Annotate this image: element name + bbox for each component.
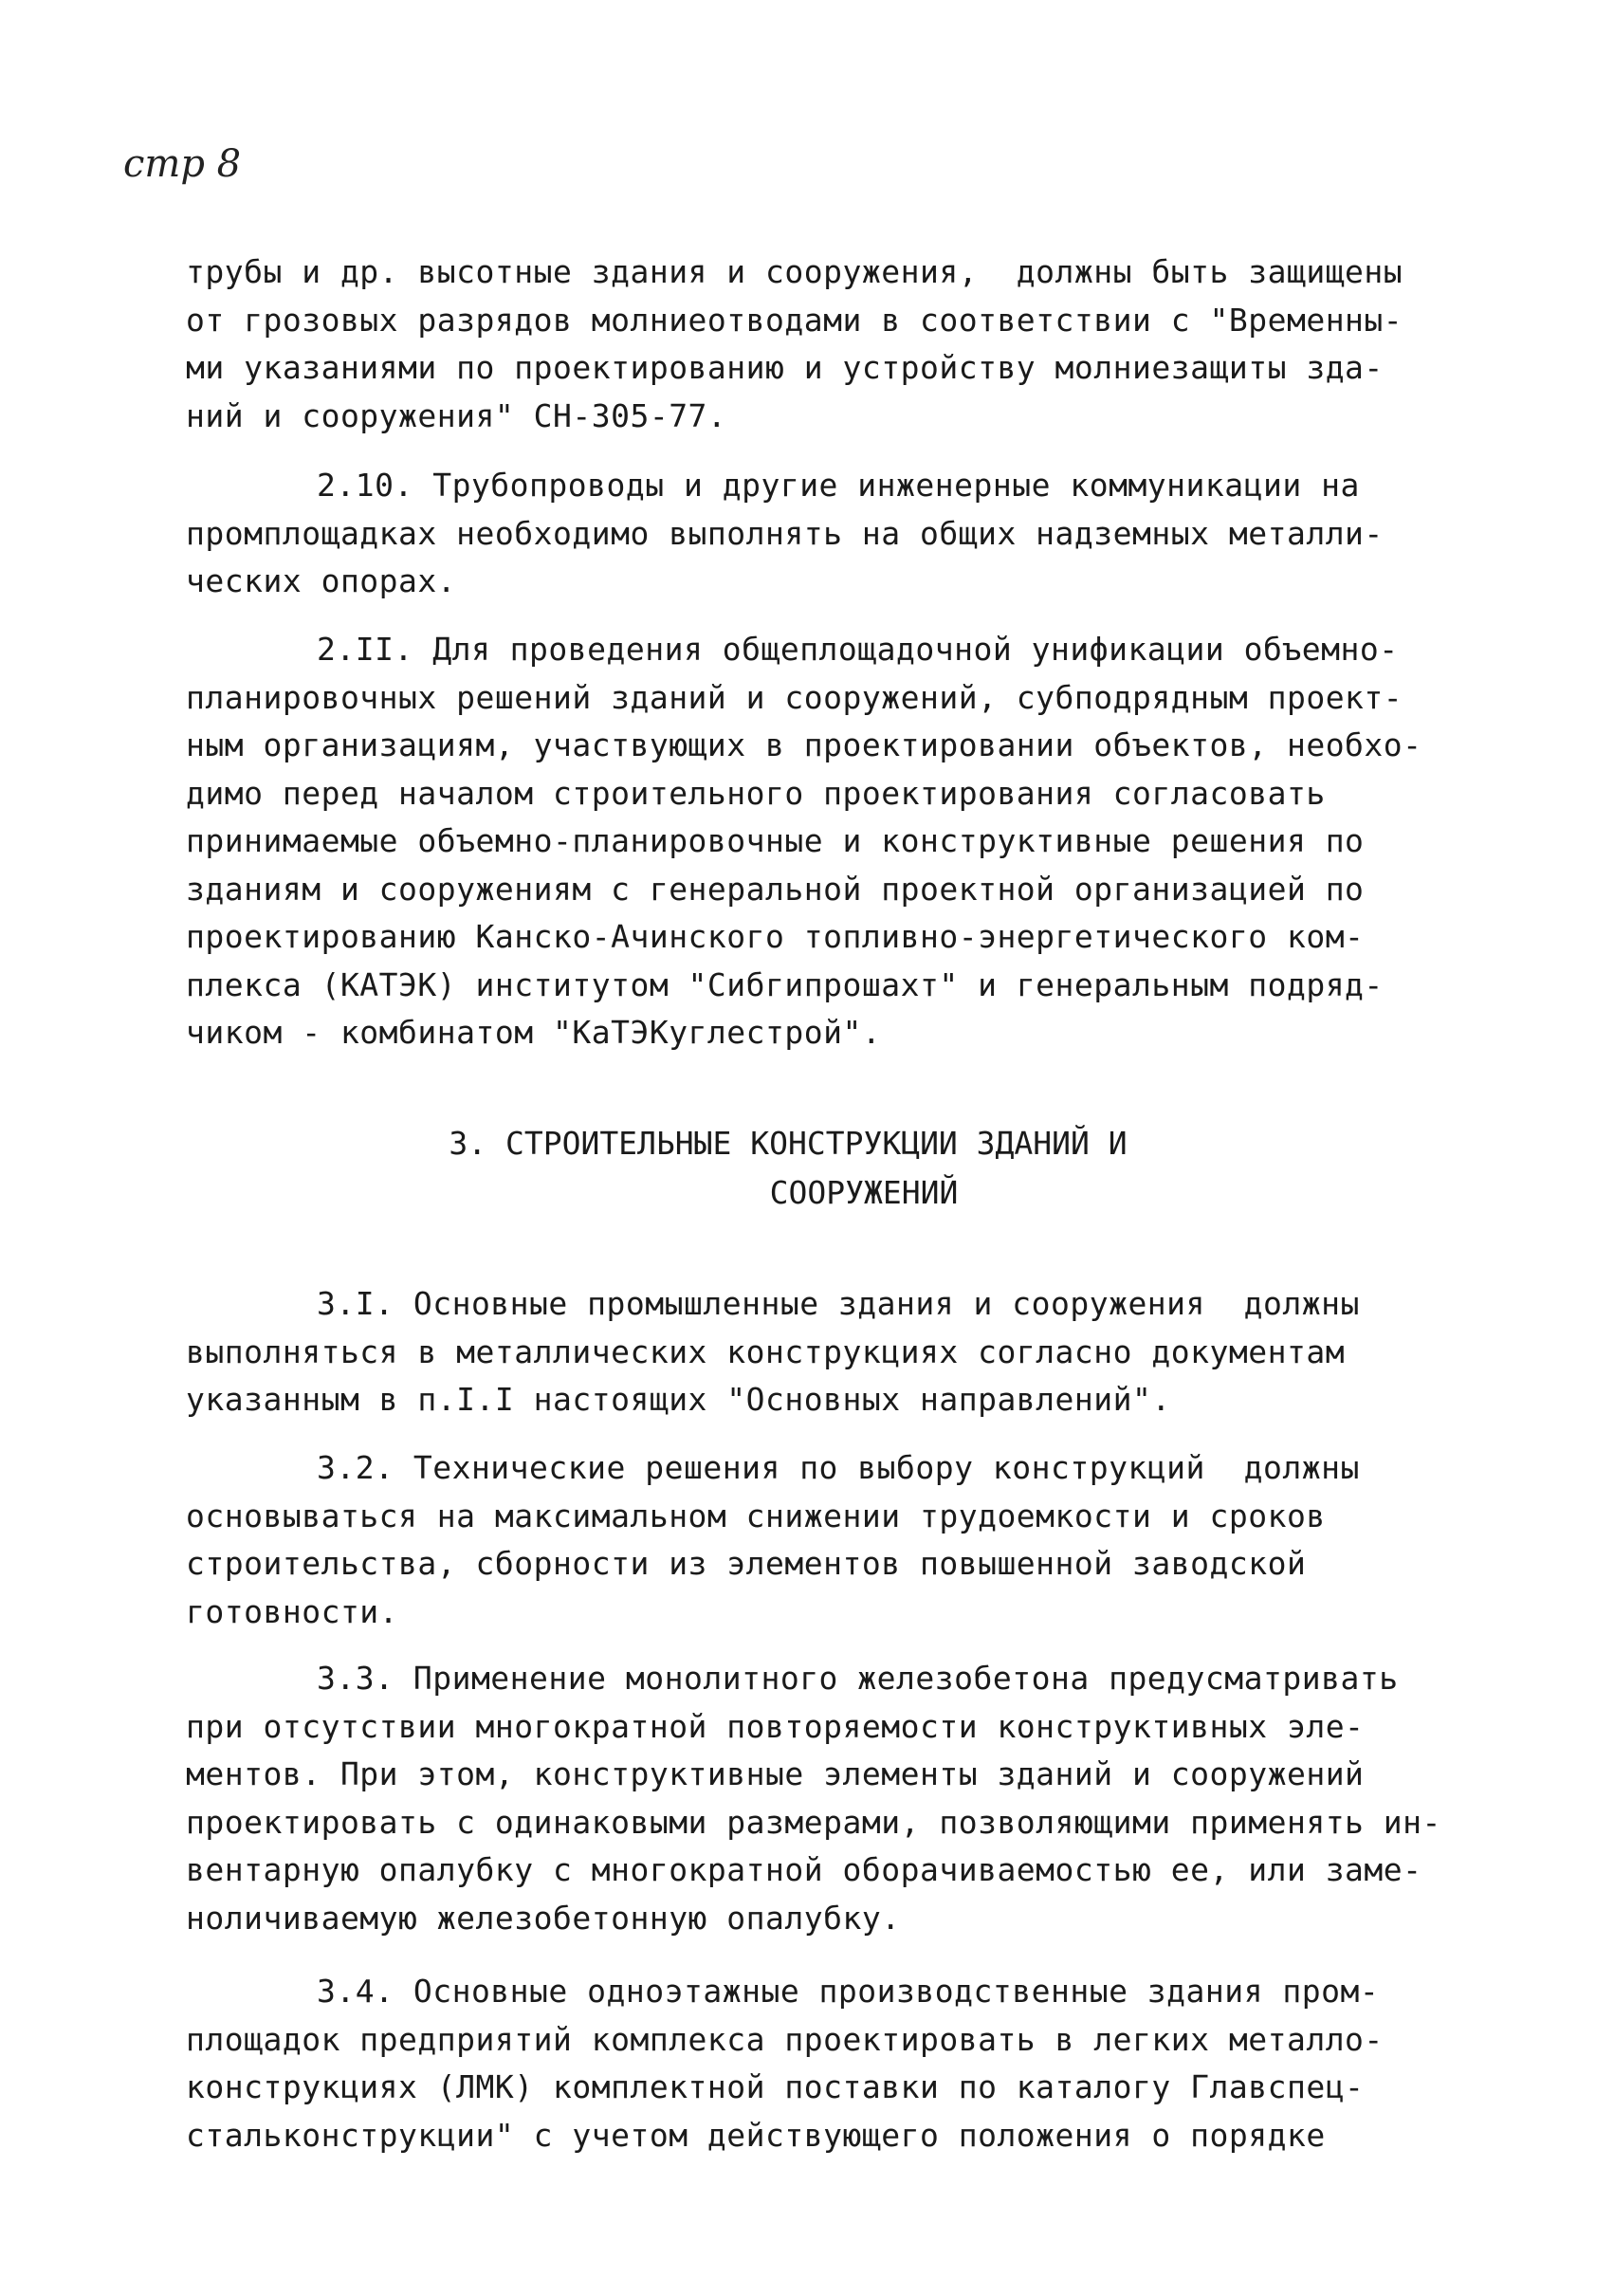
text-line: ми указаниями по проектированию и устройству молниезащиты зда-: [186, 349, 1384, 386]
text-line: 3.I. Основные промышленные здания и сооружения должны: [317, 1285, 1360, 1322]
text-line: чиком - комбинатом "КаТЭКуглестрой".: [186, 1014, 882, 1051]
text-line: от грозовых разрядов молниеотводами в соответствии с "Временны-: [186, 301, 1403, 339]
text-line: димо перед началом строительного проектирования согласовать: [186, 774, 1326, 812]
text-line: промплощадках необходимо выполнять на общих надземных металли-: [186, 514, 1384, 552]
text-line: ным организациям, участвующих в проектировании объектов, необхо-: [186, 726, 1422, 763]
text-line: проектировать с одинаковыми размерами, позволяющими применять ин-: [186, 1803, 1441, 1841]
text-line: плекса (КАТЭК) институтом "Сибгипрошахт" и генеральным подряд-: [186, 965, 1384, 1003]
text-line: ноличиваемую железобетонную опалубку.: [186, 1899, 901, 1937]
text-line: зданиям и сооружениям с генеральной проектной организацией по: [186, 870, 1365, 908]
text-line: выполняться в металлических конструкциях согласно документам: [186, 1332, 1346, 1370]
paragraph-3-4: [186, 1968, 1476, 2159]
text-line: проектированию Канско-Ачинского топливно-энергетического ком-: [186, 918, 1365, 955]
paragraph-2-9-continuation: [186, 248, 1476, 440]
text-line: принимаемые объемно-планировочные и конструктивные решения по: [186, 822, 1365, 859]
paragraph-3-1: [186, 1280, 1476, 1424]
text-line: ний и сооружения" СН-305-77.: [186, 396, 727, 434]
paragraph-3-3: [186, 1655, 1476, 1942]
text-line: готовности.: [186, 1592, 399, 1630]
text-line: ментов. При этом, конструктивные элементы зданий и сооружений: [186, 1755, 1365, 1792]
section-3-heading: [186, 1119, 1476, 1218]
text-line: вентарную опалубку с многократной оборачиваемостью ее, или заме-: [186, 1851, 1422, 1888]
text-line: 3.2. Технические решения по выбору конструкций должны: [317, 1449, 1360, 1486]
page-number-mark: стр 8: [123, 142, 242, 186]
paragraph-2-10: [186, 462, 1476, 606]
text-line: при отсутствии многократной повторяемости конструктивных эле-: [186, 1707, 1365, 1745]
text-line: 3.4. Основные одноэтажные производственные здания пром-: [317, 1973, 1380, 2010]
text-line: 2.10. Трубопроводы и другие инженерные коммуникации на: [317, 467, 1360, 504]
text-line: ческих опорах.: [186, 562, 457, 599]
text-line: планировочных решений зданий и сооружений, субподрядным проект-: [186, 678, 1403, 716]
text-line: строительства, сборности из элементов повышенной заводской: [186, 1545, 1307, 1582]
text-line: стальконструкции" с учетом действующего положения о порядке: [186, 2116, 1326, 2154]
text-line: 3.3. Применение монолитного железобетона предусматривать: [317, 1660, 1399, 1697]
text-line: указанным в п.I.I настоящих "Основных направлений".: [186, 1381, 1171, 1418]
text-line: 2.II. Для проведения общеплощадочной унификации объемно-: [317, 631, 1399, 668]
heading-line: СООРУЖЕНИЙ: [769, 1174, 959, 1211]
text-line: конструкциях (ЛМК) комплектной поставки по каталогу Главспец-: [186, 2068, 1365, 2105]
heading-line: 3. СТРОИТЕЛЬНЫЕ КОНСТРУКЦИИ ЗДАНИЙ И: [449, 1125, 1128, 1162]
text-line: площадок предприятий комплекса проектировать в легких металло-: [186, 2020, 1384, 2058]
paragraph-2-11: [186, 626, 1476, 1057]
text-line: трубы и др. высотные здания и сооружения, должны быть защищены: [186, 253, 1403, 290]
text-line: основываться на максимальном снижении трудоемкости и сроков: [186, 1497, 1326, 1534]
paragraph-3-2: [186, 1444, 1476, 1636]
